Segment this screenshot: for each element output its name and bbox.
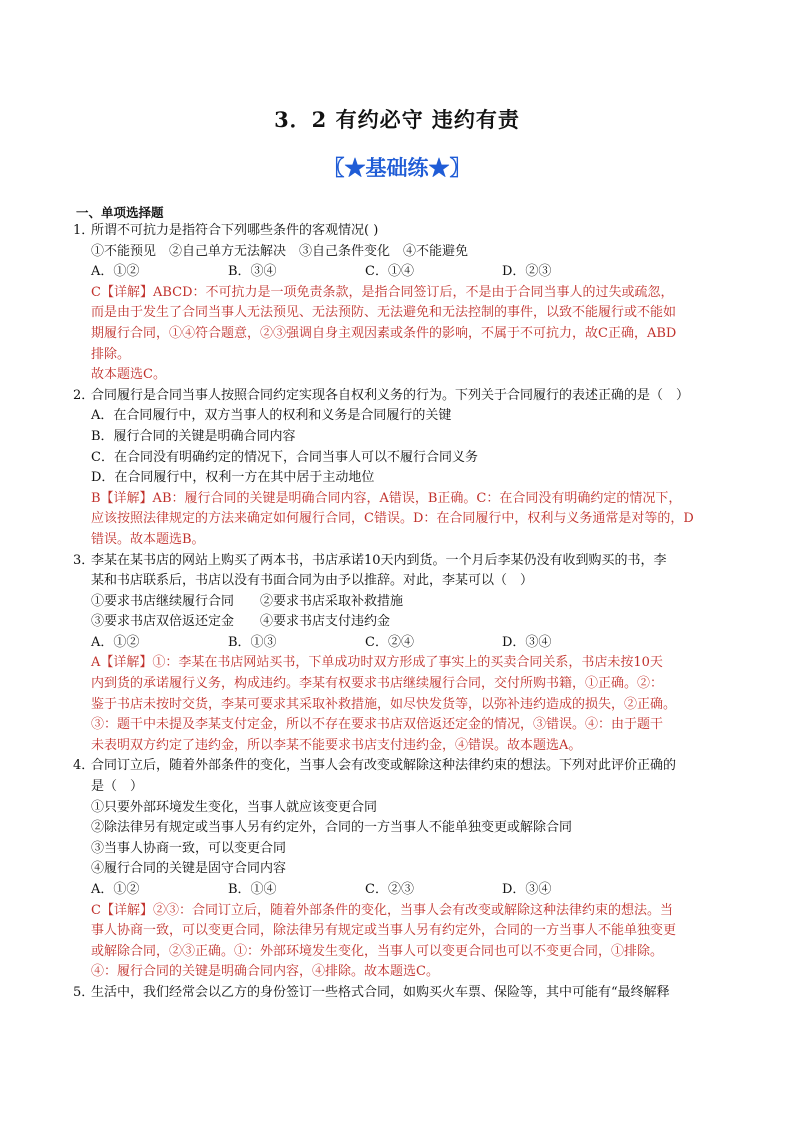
answer-line: A【详解】①：李某在书店网站买书，下单成功时双方形成了事实上的买卖合同关系，书店未按10天 (91, 655, 663, 671)
statement-line: ③要求书店双倍返还定金 ④要求书店支付违约金 (91, 614, 391, 630)
statement-line: ①要求书店继续履行合同 ②要求书店采取补救措施 (91, 593, 404, 609)
statement-line: ①只要外部环境发生变化，当事人就应该变更合同 (91, 799, 378, 815)
question-list (73, 221, 753, 1004)
option-c: C．①④ (365, 264, 414, 280)
question-number: 3． (73, 552, 95, 568)
answer-explanation (73, 283, 753, 386)
question-5 (73, 983, 753, 1004)
option-b: B．③④ (228, 264, 277, 280)
options-row (73, 633, 753, 654)
question-stem: 所谓不可抗力是指符合下列哪些条件的客观情况( ) (91, 223, 379, 238)
option-d: D．③④ (502, 634, 552, 650)
answer-conclusion: 故本题选C。 (91, 367, 166, 383)
answer-line: 期履行合同，①④符合题意，②③强调自身主观因素或条件的影响，不属于不可抗力，故C正确，ABD (91, 325, 677, 341)
question-number: 1． (73, 223, 95, 238)
option-c: C．在合同没有明确约定的情况下，合同当事人可以不履行合同义务 (91, 449, 478, 465)
section-heading: 一、单项选择题 (76, 205, 164, 220)
question-4 (73, 756, 753, 983)
question-stem-cont: 是（ ） (91, 779, 144, 795)
option-c: C．②③ (365, 882, 414, 897)
statement-line: ③当事人协商一致，可以变更合同 (91, 840, 287, 856)
question-1 (73, 221, 753, 386)
answer-line: ③：题干中未提及李某支付定金，所以不存在要求书店双倍返还定金的情况，③错误。④：由于题干 (91, 717, 664, 733)
answer-line: C【详解】②③：合同订立后，随着外部条件的变化，当事人会有改变或解除这种法律约束的想法。当 (91, 902, 673, 918)
options-row (73, 880, 753, 901)
option-a: A．在合同履行中，双方当事人的权利和义务是合同履行的关键 (91, 408, 452, 424)
question-number: 5． (73, 984, 95, 1000)
question-number: 2． (73, 387, 95, 403)
answer-line: 应该按照法律规定的方法来确定如何履行合同，C错误。D：在合同履行中，权利与义务通常是对等的，D (91, 511, 694, 527)
answer-explanation (73, 901, 753, 983)
answer-line: 而是由于发生了合同当事人无法预见、无法预防、无法避免和无法控制的事件，以致不能履行或不能如 (91, 305, 677, 321)
option-b: B．①④ (228, 882, 277, 897)
statement-line: ②除法律另有规定或当事人另有约定外，合同的一方当事人不能单独变更或解除合同 (91, 820, 573, 836)
page-subtitle: 〖★基础练★〗 (323, 155, 471, 180)
answer-line: 排除。 (91, 346, 131, 362)
option-a: A．①② (91, 882, 140, 897)
question-stem: 生活中，我们经常会以乙方的身份签订一些格式合同，如购买火车票、保险等，其中可能有“最终解释 (91, 984, 670, 1000)
answer-line: 事人协商一致，可以变更合同，除法律另有规定或当事人另有约定外，合同的一方当事人不能单独变更 (91, 923, 677, 939)
question-stem: 合同履行是合同当事人按照合同约定实现各自权利义务的行为。下列关于合同履行的表述正确的是（ ） (91, 387, 690, 403)
option-b: B．履行合同的关键是明确合同内容 (91, 428, 296, 444)
option-d: D．③④ (502, 882, 552, 897)
statement-line: ①不能预见 ②自己单方无法解决 ③自己条件变化 ④不能避免 (91, 243, 469, 259)
question-stem: 李某在某书店的网站上购买了两本书，书店承诺10天内到货。一个月后李某仍没有收到购买的书，李 (91, 552, 667, 568)
question-3 (73, 551, 753, 757)
option-d: D．②③ (502, 264, 552, 280)
option-a: A．①② (91, 264, 140, 280)
statement-line: ④履行合同的关键是固守合同内容 (91, 861, 287, 877)
option-b: B．①③ (228, 634, 277, 650)
answer-line: ④：履行合同的关键是明确合同内容，④排除。故本题选C。 (91, 964, 439, 980)
answer-line: 未表明双方约定了违约金，所以李某不能要求书店支付违约金，④错误。故本题选A。 (91, 737, 582, 753)
answer-line: 错误。故本题选B。 (91, 531, 205, 547)
page-title: 3．2 有约必守 违约有责 (274, 107, 520, 132)
option-d: D．在合同履行中，权利一方在其中居于主动地位 (91, 470, 375, 486)
question-stem-cont: 某和书店联系后，书店以没有书面合同为由予以推辞。对此，李某可以（ ） (91, 573, 534, 589)
answer-explanation (73, 489, 753, 551)
option-a: A．①② (91, 634, 140, 650)
question-2 (73, 386, 753, 551)
answer-line: 鉴于书店未按时交货，李某可要求其采取补救措施，如尽快发货等，以弥补违约造成的损失，②正确。 (91, 696, 677, 712)
option-c: C．②④ (365, 634, 414, 650)
answer-explanation (73, 653, 753, 756)
answer-line: C【详解】ABCD：不可抗力是一项免责条款，是指合同签订后，不是由于合同当事人的过失或疏忽， (91, 284, 674, 300)
options-row (73, 262, 753, 283)
answer-line: 或解除合同，②③正确。①：外部环境发生变化，当事人可以变更合同也可以不变更合同，①排除。 (91, 943, 664, 959)
answer-line: B【详解】AB：履行合同的关键是明确合同内容，A错误，B正确。C：在合同没有明确约定的情况下， (91, 490, 682, 506)
question-stem: 合同订立后，随着外部条件的变化，当事人会有改变或解除这种法律约束的想法。下列对此评价正确的 (91, 758, 677, 774)
answer-line: 内到货的承诺履行义务，构成违约。李某有权要求书店继续履行合同，交付所购书籍，①正确。②： (91, 676, 664, 692)
question-number: 4． (73, 758, 95, 774)
